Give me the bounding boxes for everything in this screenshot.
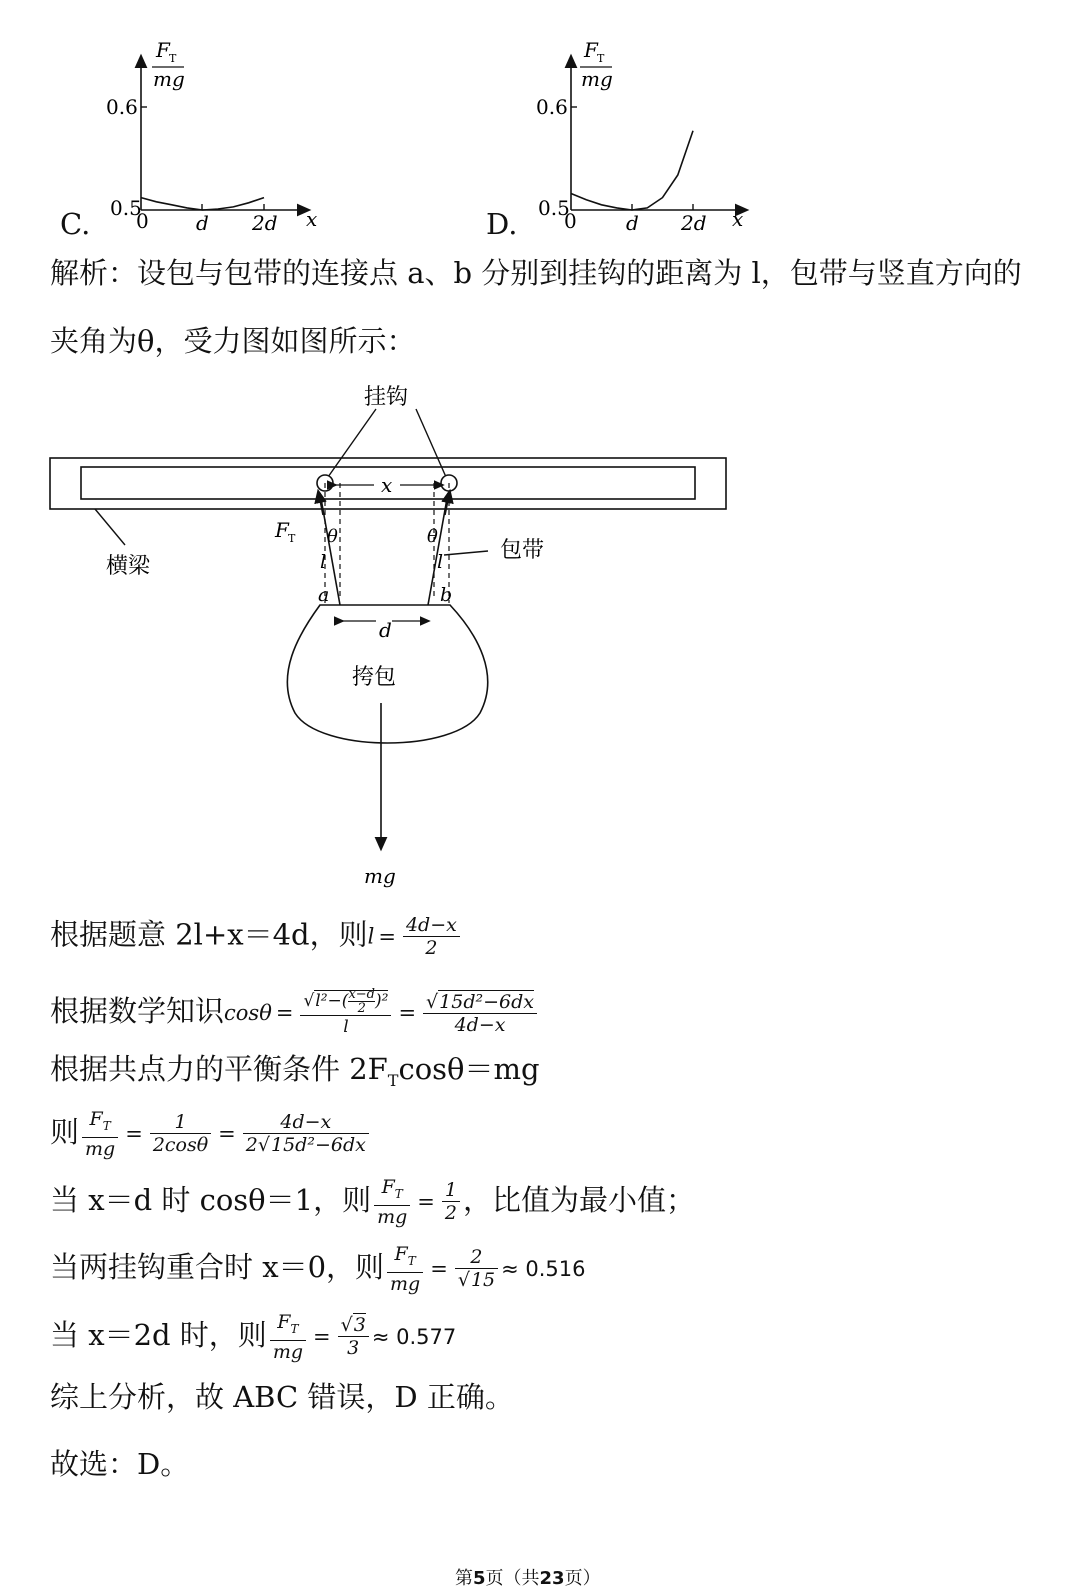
graph-c-ylabel-sub: T — [169, 52, 177, 65]
solution-line-1: 根据题意 2l+x＝4d，则l = $\frac{4d-x}{2}$ — [50, 914, 463, 959]
graph-c-xtick-2d-label: 2d — [252, 211, 278, 235]
tension-sub: T — [288, 532, 296, 545]
graph-c-svg — [60, 40, 360, 240]
graph-c-ylabel-num: F — [156, 40, 170, 62]
bag-label: 挎包 — [352, 665, 397, 690]
tension-label: F — [275, 518, 289, 542]
point-a: a — [318, 584, 330, 606]
hook-label: 挂钩 — [364, 385, 409, 410]
solution-line-5: 当 x＝d 时 cosθ＝1，则 $\frac{F_T}{mg}$ = $\frac{1}{2}$ ，比值为最小值； — [50, 1176, 695, 1228]
solution-line-6: 当两挂钩重合时 x＝0，则 $\frac{F_T}{mg}$ = $\frac{2}{√15}$ ≈ 0.516 — [50, 1243, 586, 1295]
strap-label: 包带 — [500, 538, 545, 563]
graph-d-curve — [571, 131, 693, 210]
force-diagram — [40, 375, 760, 895]
analysis-line-1: 解析：设包与包带的连接点 a、b 分别到挂钩的距离为 l，包带与竖直方向的 — [50, 256, 1022, 290]
graph-d-xlabel: x — [732, 207, 744, 231]
force-diagram-svg — [40, 375, 760, 895]
graph-d-xtick-d-label: d — [626, 211, 639, 235]
graph-c-origin-label: 0.5 — [110, 196, 142, 220]
solution-line-4: 则 $\frac{F_T}{mg}$ = $\frac{1}{2\cos\theta}$ = $\frac{4d-x}{\text{2√15d²−6dx}}$ — [50, 1108, 372, 1160]
l-left: l — [320, 551, 327, 573]
point-b: b — [440, 584, 453, 606]
graph-c-ytick-label: 0.6 — [106, 95, 138, 119]
option-c-label: C. — [60, 207, 91, 241]
graph-d-ylabel-sub: T — [597, 52, 605, 65]
solution-line-9: 故选：D。 — [50, 1447, 190, 1481]
beam-label: 横梁 — [106, 554, 151, 579]
graph-d-svg — [488, 40, 788, 240]
graph-d-ylabel-den: mg — [581, 67, 613, 91]
graph-d-xtick-0: 0 — [564, 209, 577, 233]
analysis-line-2: 夹角为θ，受力图如图所示： — [50, 324, 416, 358]
solution-line-2: 根据数学知识cosθ = √l²−( $\frac{x-d}{2}$ )² l = $\frac{\text{√15d²−6dx}}{4d-x}$ — [50, 988, 540, 1038]
graph-c-ylabel-den: mg — [153, 67, 185, 91]
solution-line-7: 当 x＝2d 时，则 $\frac{F_T}{mg}$ = $\frac{√3}{3}$ ≈ 0.577 — [50, 1311, 457, 1363]
theta-left: θ — [327, 526, 338, 547]
d-dim-label: d — [379, 618, 392, 642]
graph-d-origin-label: 0.5 — [538, 196, 570, 220]
solution-line-8: 综上分析，故 ABC 错误，D 正确。 — [50, 1380, 514, 1414]
graph-d-xtick-2d-label: 2d — [681, 211, 707, 235]
weight-label: mg — [364, 864, 396, 888]
beam-leader — [95, 509, 125, 545]
l-right: l — [437, 551, 444, 573]
theta-right: θ — [427, 526, 438, 547]
graph-c-xtick-0: 0 — [136, 209, 149, 233]
option-d-label: D. — [486, 207, 518, 241]
graph-c-xlabel: x — [306, 207, 318, 231]
graph-c-xtick-d-label: d — [196, 211, 209, 235]
graph-c — [60, 40, 360, 240]
graph-d-ytick-label: 0.6 — [536, 95, 568, 119]
strap-leader — [444, 551, 488, 555]
x-dim-label: x — [381, 473, 393, 497]
solution-line-3: 根据共点力的平衡条件 $2F_T\cos\theta=mg$ — [50, 1052, 540, 1090]
graph-d-ylabel-num: F — [584, 40, 598, 62]
page-footer: 第5页（共23页） — [455, 1568, 601, 1589]
graph-d — [488, 40, 788, 240]
